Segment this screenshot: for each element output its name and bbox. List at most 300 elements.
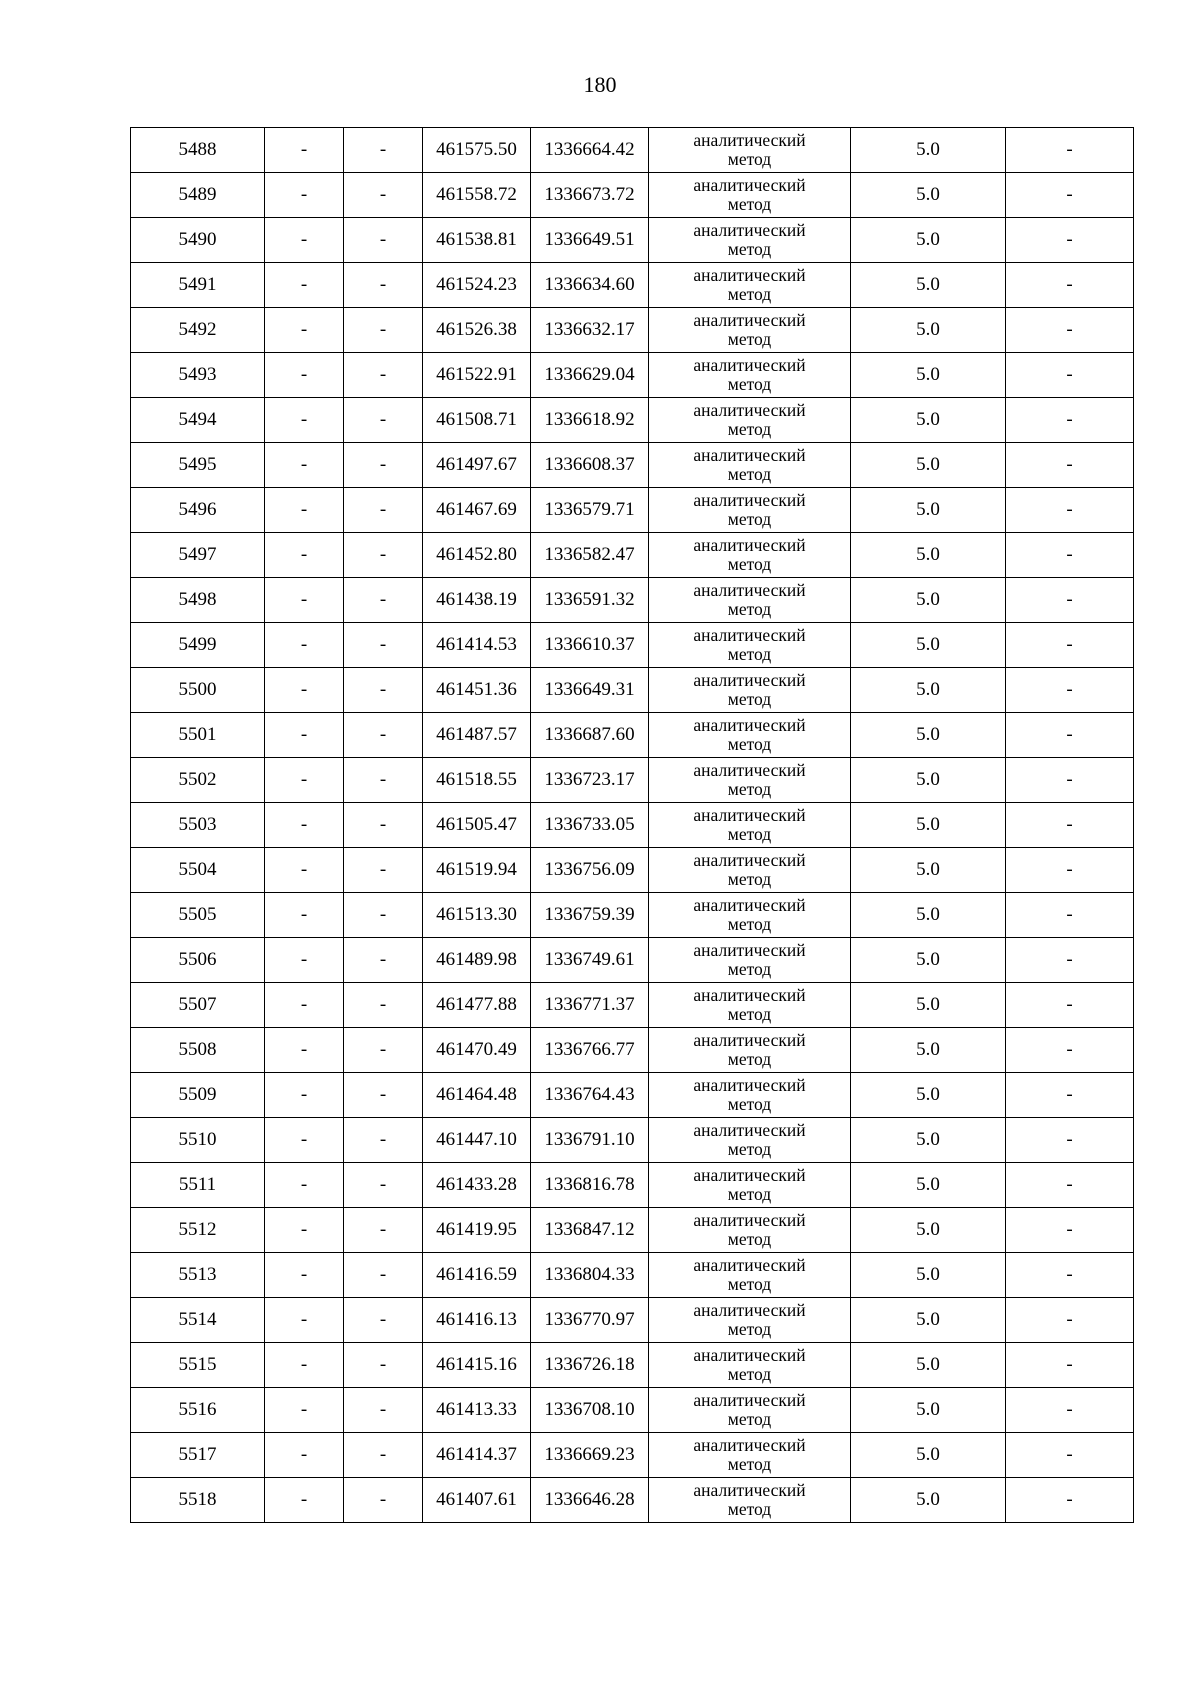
table-row: [131, 1298, 1134, 1343]
table-row: [131, 1388, 1134, 1433]
y-coordinate-cell: 1336687.60: [531, 713, 649, 758]
x-coordinate-cell: 461497.67: [423, 443, 531, 488]
empty-col-2-cell: -: [265, 398, 344, 443]
point-number-cell: 5503: [131, 803, 265, 848]
page-number: 180: [583, 72, 617, 97]
empty-col-2-cell: -: [265, 1478, 344, 1523]
empty-col-2-cell: -: [265, 218, 344, 263]
table-row: [131, 1028, 1134, 1073]
x-coordinate-cell: 461438.19: [423, 578, 531, 623]
table-row: [131, 1208, 1134, 1253]
method-cell: [649, 1388, 851, 1433]
note-cell: -: [1006, 1163, 1134, 1208]
note-cell: -: [1006, 938, 1134, 983]
note-cell: -: [1006, 308, 1134, 353]
table-row: [131, 983, 1134, 1028]
empty-col-3-cell: -: [344, 1343, 423, 1388]
empty-col-2-cell: -: [265, 668, 344, 713]
note-cell: -: [1006, 578, 1134, 623]
method-cell: [649, 1253, 851, 1298]
x-coordinate-cell: 461519.94: [423, 848, 531, 893]
note-cell: -: [1006, 353, 1134, 398]
point-number-cell: 5490: [131, 218, 265, 263]
table-row: [131, 308, 1134, 353]
method-cell: [649, 263, 851, 308]
method-cell: [649, 308, 851, 353]
empty-col-2-cell: -: [265, 983, 344, 1028]
accuracy-cell: 5.0: [851, 1118, 1006, 1163]
note-cell: -: [1006, 443, 1134, 488]
note-cell: -: [1006, 803, 1134, 848]
method-line: метод: [727, 1184, 772, 1204]
accuracy-cell: 5.0: [851, 1433, 1006, 1478]
note-cell: -: [1006, 128, 1134, 173]
empty-col-3-cell: -: [344, 848, 423, 893]
note-cell: -: [1006, 758, 1134, 803]
accuracy-cell: 5.0: [851, 1478, 1006, 1523]
y-coordinate-cell: 1336646.28: [531, 1478, 649, 1523]
method-line: аналитический: [693, 940, 806, 960]
method-line: метод: [727, 824, 772, 844]
note-cell: -: [1006, 1028, 1134, 1073]
y-coordinate-cell: 1336756.09: [531, 848, 649, 893]
point-number-cell: 5488: [131, 128, 265, 173]
method-line: аналитический: [693, 1435, 806, 1455]
method-line: аналитический: [693, 1120, 806, 1140]
table-row: [131, 173, 1134, 218]
y-coordinate-cell: 1336649.31: [531, 668, 649, 713]
note-cell: -: [1006, 263, 1134, 308]
method-cell: [649, 1163, 851, 1208]
point-number-cell: 5505: [131, 893, 265, 938]
note-cell: -: [1006, 1478, 1134, 1523]
empty-col-3-cell: -: [344, 1118, 423, 1163]
method-cell: [649, 893, 851, 938]
empty-col-2-cell: -: [265, 848, 344, 893]
note-cell: -: [1006, 218, 1134, 263]
method-cell: [649, 533, 851, 578]
method-line: метод: [727, 419, 772, 439]
table-row: [131, 623, 1134, 668]
table-row: [131, 848, 1134, 893]
coordinates-table: [130, 127, 1134, 1523]
point-number-cell: 5502: [131, 758, 265, 803]
method-line: метод: [727, 1094, 772, 1114]
y-coordinate-cell: 1336764.43: [531, 1073, 649, 1118]
point-number-cell: 5506: [131, 938, 265, 983]
empty-col-3-cell: -: [344, 263, 423, 308]
method-cell: [649, 1073, 851, 1118]
point-number-cell: 5514: [131, 1298, 265, 1343]
empty-col-2-cell: -: [265, 1208, 344, 1253]
accuracy-cell: 5.0: [851, 1028, 1006, 1073]
empty-col-3-cell: -: [344, 1433, 423, 1478]
accuracy-cell: 5.0: [851, 938, 1006, 983]
empty-col-3-cell: -: [344, 1253, 423, 1298]
note-cell: -: [1006, 533, 1134, 578]
method-line: аналитический: [693, 1165, 806, 1185]
y-coordinate-cell: 1336766.77: [531, 1028, 649, 1073]
note-cell: -: [1006, 1433, 1134, 1478]
x-coordinate-cell: 461451.36: [423, 668, 531, 713]
empty-col-2-cell: -: [265, 1433, 344, 1478]
method-line: метод: [727, 869, 772, 889]
point-number-cell: 5509: [131, 1073, 265, 1118]
table-row: [131, 533, 1134, 578]
x-coordinate-cell: 461505.47: [423, 803, 531, 848]
table-row: [131, 713, 1134, 758]
method-cell: [649, 758, 851, 803]
note-cell: -: [1006, 893, 1134, 938]
point-number-cell: 5513: [131, 1253, 265, 1298]
x-coordinate-cell: 461419.95: [423, 1208, 531, 1253]
method-line: метод: [727, 284, 772, 304]
x-coordinate-cell: 461526.38: [423, 308, 531, 353]
table-row: [131, 398, 1134, 443]
accuracy-cell: 5.0: [851, 983, 1006, 1028]
x-coordinate-cell: 461477.88: [423, 983, 531, 1028]
table-body: [131, 128, 1134, 1523]
accuracy-cell: 5.0: [851, 263, 1006, 308]
table-row: [131, 668, 1134, 713]
y-coordinate-cell: 1336649.51: [531, 218, 649, 263]
x-coordinate-cell: 461575.50: [423, 128, 531, 173]
method-line: аналитический: [693, 1300, 806, 1320]
x-coordinate-cell: 461464.48: [423, 1073, 531, 1118]
accuracy-cell: 5.0: [851, 533, 1006, 578]
empty-col-2-cell: -: [265, 1298, 344, 1343]
table-row: [131, 938, 1134, 983]
method-line: аналитический: [693, 400, 806, 420]
method-line: аналитический: [693, 490, 806, 510]
table-row: [131, 1433, 1134, 1478]
method-cell: [649, 713, 851, 758]
x-coordinate-cell: 461447.10: [423, 1118, 531, 1163]
y-coordinate-cell: 1336608.37: [531, 443, 649, 488]
table-row: [131, 803, 1134, 848]
y-coordinate-cell: 1336733.05: [531, 803, 649, 848]
point-number-cell: 5499: [131, 623, 265, 668]
y-coordinate-cell: 1336771.37: [531, 983, 649, 1028]
y-coordinate-cell: 1336629.04: [531, 353, 649, 398]
note-cell: -: [1006, 848, 1134, 893]
empty-col-3-cell: -: [344, 803, 423, 848]
method-line: аналитический: [693, 175, 806, 195]
method-line: аналитический: [693, 895, 806, 915]
y-coordinate-cell: 1336726.18: [531, 1343, 649, 1388]
empty-col-2-cell: -: [265, 803, 344, 848]
method-line: метод: [727, 329, 772, 349]
x-coordinate-cell: 461522.91: [423, 353, 531, 398]
table-row: [131, 128, 1134, 173]
note-cell: -: [1006, 1118, 1134, 1163]
x-coordinate-cell: 461416.13: [423, 1298, 531, 1343]
x-coordinate-cell: 461467.69: [423, 488, 531, 533]
empty-col-3-cell: -: [344, 1163, 423, 1208]
method-line: метод: [727, 194, 772, 214]
accuracy-cell: 5.0: [851, 1388, 1006, 1433]
method-cell: [649, 938, 851, 983]
y-coordinate-cell: 1336634.60: [531, 263, 649, 308]
y-coordinate-cell: 1336804.33: [531, 1253, 649, 1298]
method-line: аналитический: [693, 1345, 806, 1365]
x-coordinate-cell: 461524.23: [423, 263, 531, 308]
y-coordinate-cell: 1336816.78: [531, 1163, 649, 1208]
empty-col-3-cell: -: [344, 578, 423, 623]
method-cell: [649, 173, 851, 218]
empty-col-2-cell: -: [265, 1388, 344, 1433]
method-line: аналитический: [693, 310, 806, 330]
point-number-cell: 5516: [131, 1388, 265, 1433]
accuracy-cell: 5.0: [851, 578, 1006, 623]
accuracy-cell: 5.0: [851, 893, 1006, 938]
empty-col-3-cell: -: [344, 623, 423, 668]
method-cell: [649, 1028, 851, 1073]
method-line: аналитический: [693, 220, 806, 240]
method-cell: [649, 398, 851, 443]
method-cell: [649, 1478, 851, 1523]
empty-col-3-cell: -: [344, 128, 423, 173]
accuracy-cell: 5.0: [851, 218, 1006, 263]
x-coordinate-cell: 461414.37: [423, 1433, 531, 1478]
accuracy-cell: 5.0: [851, 1073, 1006, 1118]
x-coordinate-cell: 461489.98: [423, 938, 531, 983]
method-line: метод: [727, 374, 772, 394]
accuracy-cell: 5.0: [851, 803, 1006, 848]
y-coordinate-cell: 1336847.12: [531, 1208, 649, 1253]
note-cell: -: [1006, 983, 1134, 1028]
empty-col-3-cell: -: [344, 758, 423, 803]
empty-col-3-cell: -: [344, 308, 423, 353]
method-line: метод: [727, 914, 772, 934]
empty-col-2-cell: -: [265, 533, 344, 578]
empty-col-2-cell: -: [265, 938, 344, 983]
point-number-cell: 5500: [131, 668, 265, 713]
x-coordinate-cell: 461413.33: [423, 1388, 531, 1433]
method-line: метод: [727, 734, 772, 754]
method-line: аналитический: [693, 670, 806, 690]
empty-col-2-cell: -: [265, 758, 344, 803]
empty-col-2-cell: -: [265, 443, 344, 488]
empty-col-3-cell: -: [344, 1028, 423, 1073]
x-coordinate-cell: 461538.81: [423, 218, 531, 263]
method-line: аналитический: [693, 715, 806, 735]
y-coordinate-cell: 1336579.71: [531, 488, 649, 533]
x-coordinate-cell: 461558.72: [423, 173, 531, 218]
method-line: метод: [727, 1454, 772, 1474]
method-cell: [649, 578, 851, 623]
empty-col-2-cell: -: [265, 173, 344, 218]
method-line: метод: [727, 1049, 772, 1069]
method-line: аналитический: [693, 1030, 806, 1050]
table-row: [131, 578, 1134, 623]
table-row: [131, 1253, 1134, 1298]
method-line: аналитический: [693, 1255, 806, 1275]
point-number-cell: 5493: [131, 353, 265, 398]
empty-col-2-cell: -: [265, 1343, 344, 1388]
table-row: [131, 488, 1134, 533]
note-cell: -: [1006, 1298, 1134, 1343]
method-line: метод: [727, 554, 772, 574]
empty-col-2-cell: -: [265, 1073, 344, 1118]
method-cell: [649, 848, 851, 893]
empty-col-2-cell: -: [265, 713, 344, 758]
point-number-cell: 5515: [131, 1343, 265, 1388]
empty-col-3-cell: -: [344, 353, 423, 398]
method-line: аналитический: [693, 445, 806, 465]
point-number-cell: 5512: [131, 1208, 265, 1253]
empty-col-3-cell: -: [344, 443, 423, 488]
point-number-cell: 5507: [131, 983, 265, 1028]
y-coordinate-cell: 1336669.23: [531, 1433, 649, 1478]
table-row: [131, 263, 1134, 308]
x-coordinate-cell: 461470.49: [423, 1028, 531, 1073]
y-coordinate-cell: 1336708.10: [531, 1388, 649, 1433]
accuracy-cell: 5.0: [851, 308, 1006, 353]
empty-col-3-cell: -: [344, 218, 423, 263]
method-line: метод: [727, 1319, 772, 1339]
x-coordinate-cell: 461452.80: [423, 533, 531, 578]
empty-col-3-cell: -: [344, 488, 423, 533]
note-cell: -: [1006, 1253, 1134, 1298]
table-row: [131, 1163, 1134, 1208]
y-coordinate-cell: 1336582.47: [531, 533, 649, 578]
point-number-cell: 5494: [131, 398, 265, 443]
y-coordinate-cell: 1336591.32: [531, 578, 649, 623]
accuracy-cell: 5.0: [851, 1298, 1006, 1343]
empty-col-2-cell: -: [265, 263, 344, 308]
empty-col-3-cell: -: [344, 1388, 423, 1433]
method-cell: [649, 1208, 851, 1253]
method-line: аналитический: [693, 1480, 806, 1500]
method-line: метод: [727, 509, 772, 529]
empty-col-3-cell: -: [344, 893, 423, 938]
accuracy-cell: 5.0: [851, 758, 1006, 803]
note-cell: -: [1006, 623, 1134, 668]
accuracy-cell: 5.0: [851, 173, 1006, 218]
empty-col-3-cell: -: [344, 1208, 423, 1253]
method-line: метод: [727, 1004, 772, 1024]
accuracy-cell: 5.0: [851, 443, 1006, 488]
method-line: метод: [727, 689, 772, 709]
method-line: аналитический: [693, 535, 806, 555]
x-coordinate-cell: 461415.16: [423, 1343, 531, 1388]
table-row: [131, 1118, 1134, 1163]
method-cell: [649, 1298, 851, 1343]
x-coordinate-cell: 461433.28: [423, 1163, 531, 1208]
empty-col-3-cell: -: [344, 1073, 423, 1118]
point-number-cell: 5511: [131, 1163, 265, 1208]
method-line: аналитический: [693, 850, 806, 870]
accuracy-cell: 5.0: [851, 488, 1006, 533]
method-line: аналитический: [693, 130, 806, 150]
point-number-cell: 5504: [131, 848, 265, 893]
method-cell: [649, 443, 851, 488]
empty-col-2-cell: -: [265, 1253, 344, 1298]
method-cell: [649, 623, 851, 668]
method-line: метод: [727, 464, 772, 484]
method-line: метод: [727, 1229, 772, 1249]
method-cell: [649, 803, 851, 848]
note-cell: -: [1006, 1208, 1134, 1253]
note-cell: -: [1006, 173, 1134, 218]
point-number-cell: 5491: [131, 263, 265, 308]
method-line: аналитический: [693, 1210, 806, 1230]
method-line: аналитический: [693, 1075, 806, 1095]
point-number-cell: 5497: [131, 533, 265, 578]
point-number-cell: 5489: [131, 173, 265, 218]
note-cell: -: [1006, 398, 1134, 443]
table-row: [131, 443, 1134, 488]
accuracy-cell: 5.0: [851, 128, 1006, 173]
empty-col-3-cell: -: [344, 1478, 423, 1523]
accuracy-cell: 5.0: [851, 1343, 1006, 1388]
y-coordinate-cell: 1336632.17: [531, 308, 649, 353]
accuracy-cell: 5.0: [851, 1253, 1006, 1298]
empty-col-2-cell: -: [265, 488, 344, 533]
empty-col-2-cell: -: [265, 623, 344, 668]
x-coordinate-cell: 461416.59: [423, 1253, 531, 1298]
empty-col-3-cell: -: [344, 533, 423, 578]
x-coordinate-cell: 461518.55: [423, 758, 531, 803]
accuracy-cell: 5.0: [851, 1208, 1006, 1253]
method-line: метод: [727, 1274, 772, 1294]
accuracy-cell: 5.0: [851, 713, 1006, 758]
table-row: [131, 1073, 1134, 1118]
y-coordinate-cell: 1336618.92: [531, 398, 649, 443]
x-coordinate-cell: 461513.30: [423, 893, 531, 938]
method-line: аналитический: [693, 580, 806, 600]
method-line: метод: [727, 959, 772, 979]
method-line: аналитический: [693, 625, 806, 645]
point-number-cell: 5517: [131, 1433, 265, 1478]
method-line: метод: [727, 599, 772, 619]
empty-col-3-cell: -: [344, 173, 423, 218]
method-line: аналитический: [693, 805, 806, 825]
empty-col-3-cell: -: [344, 983, 423, 1028]
y-coordinate-cell: 1336770.97: [531, 1298, 649, 1343]
table-row: [131, 893, 1134, 938]
empty-col-2-cell: -: [265, 353, 344, 398]
empty-col-3-cell: -: [344, 713, 423, 758]
point-number-cell: 5501: [131, 713, 265, 758]
empty-col-2-cell: -: [265, 578, 344, 623]
note-cell: -: [1006, 668, 1134, 713]
method-line: метод: [727, 779, 772, 799]
method-cell: [649, 488, 851, 533]
table-row: [131, 758, 1134, 803]
y-coordinate-cell: 1336673.72: [531, 173, 649, 218]
empty-col-3-cell: -: [344, 398, 423, 443]
method-line: аналитический: [693, 760, 806, 780]
accuracy-cell: 5.0: [851, 398, 1006, 443]
point-number-cell: 5492: [131, 308, 265, 353]
method-cell: [649, 128, 851, 173]
method-line: метод: [727, 239, 772, 259]
empty-col-2-cell: -: [265, 128, 344, 173]
accuracy-cell: 5.0: [851, 668, 1006, 713]
method-cell: [649, 668, 851, 713]
method-line: метод: [727, 1139, 772, 1159]
method-line: метод: [727, 644, 772, 664]
y-coordinate-cell: 1336610.37: [531, 623, 649, 668]
x-coordinate-cell: 461414.53: [423, 623, 531, 668]
method-line: метод: [727, 1499, 772, 1519]
method-line: аналитический: [693, 1390, 806, 1410]
x-coordinate-cell: 461508.71: [423, 398, 531, 443]
y-coordinate-cell: 1336664.42: [531, 128, 649, 173]
empty-col-3-cell: -: [344, 668, 423, 713]
